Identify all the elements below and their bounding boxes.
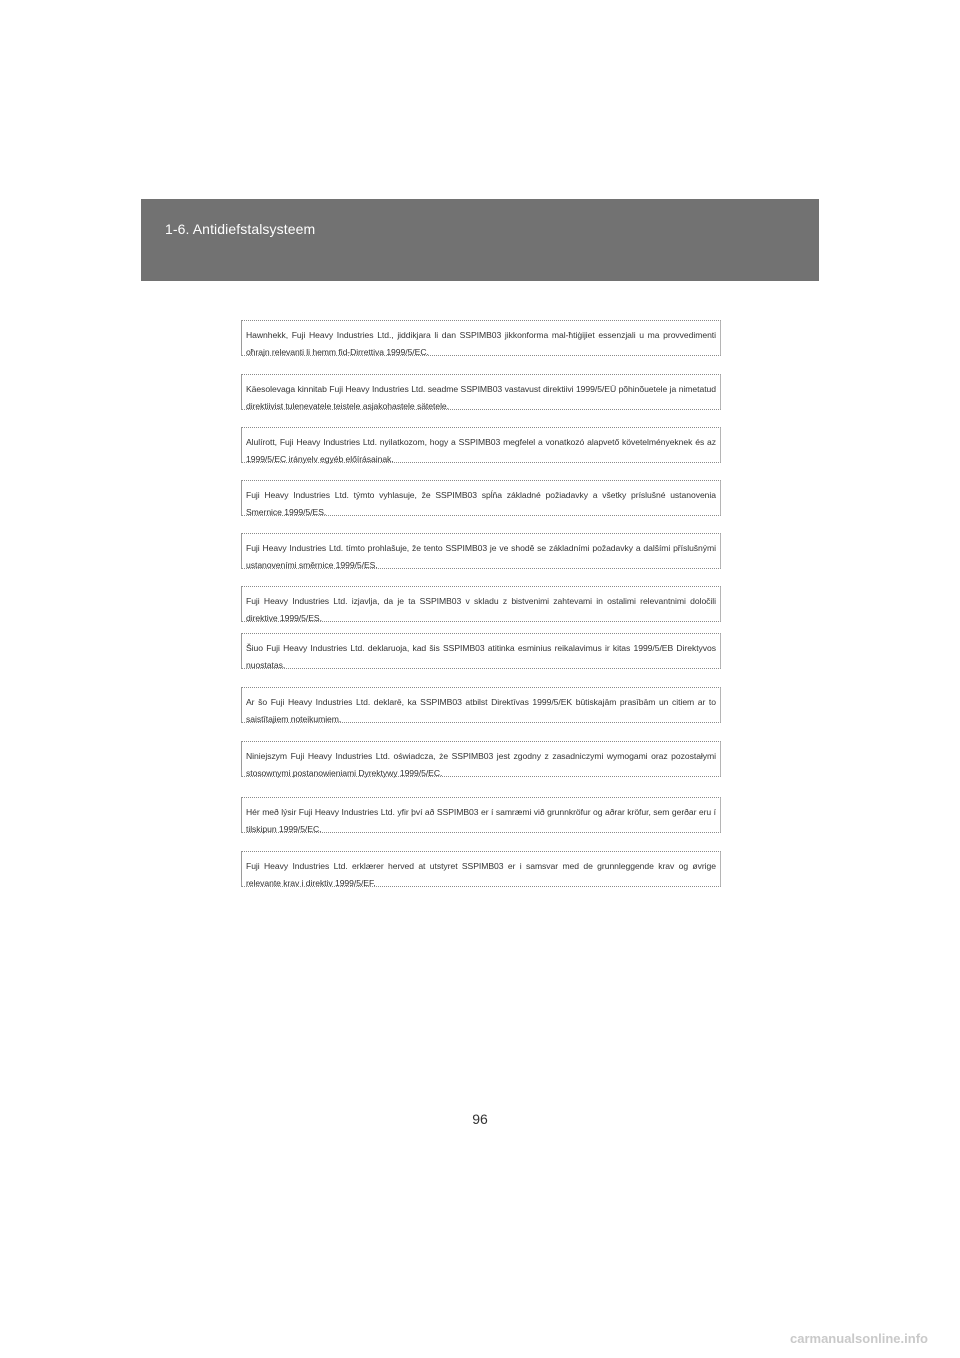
declaration-lithuanian: Šiuo Fuji Heavy Industries Ltd. deklaruoja, kad šis SSPIMB03 atitinka esminius reikalavimus ir kitas 1999/5/EB Direktyvos nuostatas. <box>241 633 721 669</box>
section-title: 1-6. Antidiefstalsysteem <box>165 221 316 237</box>
declaration-icelandic: Hér með lýsir Fuji Heavy Industries Ltd. yfir því að SSPIMB03 er í samræmi við grunnkröfur og aðrar kröfur, sem gerðar eru í tilskipun 1999/5/EC. <box>241 797 721 833</box>
declaration-estonian: Käesolevaga kinnitab Fuji Heavy Industries Ltd. seadme SSPIMB03 vastavust direktiivi 1999/5/EÜ põhinõuetele ja nimetatud direktiivist tulenevatele teistele asjakohastele sätetele. <box>241 374 721 410</box>
section-header <box>141 199 819 281</box>
declaration-latvian: Ar šo Fuji Heavy Industries Ltd. deklarē, ka SSPIMB03 atbilst Direktīvas 1999/5/EK būtiskajām prasībām un citiem ar to saistītajiem noteikumiem. <box>241 687 721 723</box>
declaration-norwegian: Fuji Heavy Industries Ltd. erklærer herved at utstyret SSPIMB03 er i samsvar med de grunnleggende krav og øvrige relevante krav i direktiv 1999/5/EF. <box>241 851 721 887</box>
declaration-slovak: Fuji Heavy Industries Ltd. týmto vyhlasuje, že SSPIMB03 spĺňa základné požiadavky a všetky príslušné ustanovenia Smernice 1999/5/ES. <box>241 480 721 516</box>
declaration-czech: Fuji Heavy Industries Ltd. tímto prohlašuje, že tento SSPIMB03 je ve shodě se základními požadavky a dalšími příslušnými ustanoveními směrnice 1999/5/ES. <box>241 533 721 569</box>
page-number: 96 <box>472 1111 488 1127</box>
declaration-polish: Niniejszym Fuji Heavy Industries Ltd. oświadcza, że SSPIMB03 jest zgodny z zasadniczymi wymogami oraz pozostałymi stosownymi postanowieniami Dyrektywy 1999/5/EC. <box>241 741 721 777</box>
declaration-slovenian: Fuji Heavy Industries Ltd. izjavlja, da je ta SSPIMB03 v skladu z bistvenimi zahtevami in ostalimi relevantnimi določili direktive 1999/5/ES. <box>241 586 721 622</box>
declaration-maltese: Hawnhekk, Fuji Heavy Industries Ltd., jiddikjara li dan SSPIMB03 jikkonforma mal-ħtiġijiet essenzjali u ma provvedimenti oħrajn relevanti li hemm fid-Dirrettiva 1999/5/EC. <box>241 320 721 356</box>
watermark: carmanualsonline.info <box>790 1331 928 1346</box>
declaration-hungarian: Alulírott, Fuji Heavy Industries Ltd. nyilatkozom, hogy a SSPIMB03 megfelel a vonatkozó alapvető követelményeknek és az 1999/5/EC irányelv egyéb előírásainak. <box>241 427 721 463</box>
